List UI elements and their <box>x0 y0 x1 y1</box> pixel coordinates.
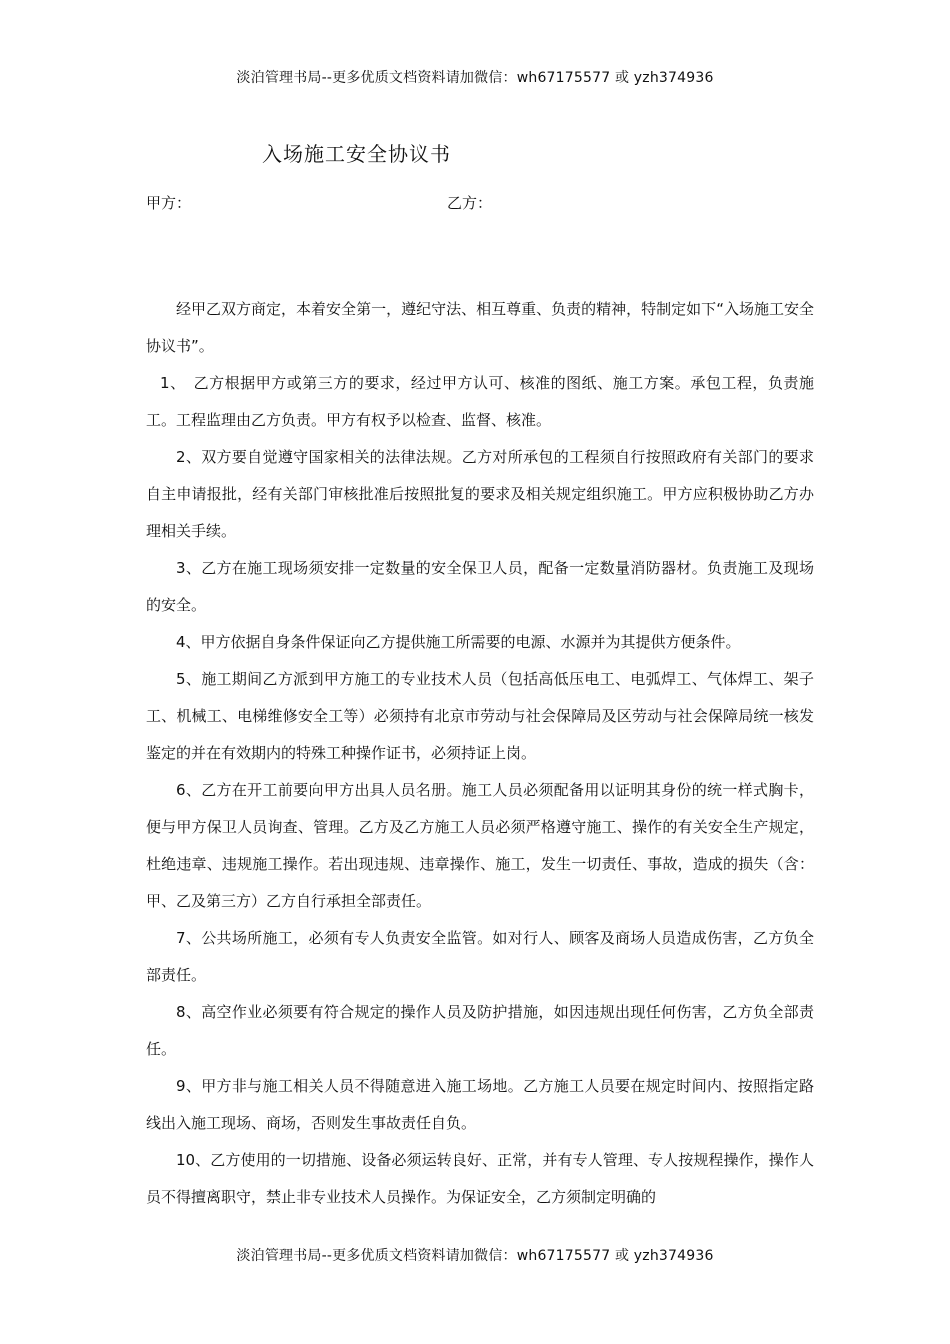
document-title: 入场施工安全协议书 <box>262 142 451 166</box>
clause-10: 10、乙方使用的一切措施、设备必须运转良好、正常，并有专人管理、专人按规程操作，操作人员不得擅离职守，禁止非专业技术人员操作。为保证安全，乙方须制定明确的 <box>146 1151 814 1206</box>
clause-6: 6、乙方在开工前要向甲方出具人员名册。施工人员必须配备用以证明其身份的统一样式胸卡，便与甲方保卫人员询查、管理。乙方及乙方施工人员必须严格遵守施工、操作的有关安全生产规定，杜绝违章、违规施工操作。若出现违规、违章操作、施工，发生一切责任、事故，造成的损失（含：甲、乙及第三方）乙方自行承担全部责任。 <box>146 781 814 910</box>
clause-4: 4、甲方依据自身条件保证向乙方提供施工所需要的电源、水源并为其提供方便条件。 <box>176 633 741 651</box>
page-header: 淡泊管理书局--更多优质文档资料请加微信：wh67175577 或 yzh374936 <box>236 70 714 86</box>
intro-paragraph: 经甲乙双方商定，本着安全第一，遵纪守法、相互尊重、负责的精神，特制定如下“入场施工安全协议书”。 <box>146 300 814 355</box>
document-body <box>146 291 814 1216</box>
party-b-label: 乙方： <box>447 194 493 212</box>
clause-1: 1、 乙方根据甲方或第三方的要求，经过甲方认可、核准的图纸、施工方案。承包工程，负责施工。工程监理由乙方负责。甲方有权予以检查、监督、核准。 <box>146 374 814 429</box>
clause-2: 2、双方要自觉遵守国家相关的法律法规。乙方对所承包的工程须自行按照政府有关部门的要求自主申请报批，经有关部门审核批准后按照批复的要求及相关规定组织施工。甲方应积极协助乙方办理相关手续。 <box>146 448 814 540</box>
party-a-label: 甲方： <box>146 194 192 212</box>
clause-7: 7、公共场所施工，必须有专人负责安全监管。如对行人、顾客及商场人员造成伤害，乙方负全部责任。 <box>146 929 814 984</box>
clause-9: 9、甲方非与施工相关人员不得随意进入施工场地。乙方施工人员要在规定时间内、按照指定路线出入施工现场、商场，否则发生事故责任自负。 <box>146 1077 814 1132</box>
clause-3: 3、乙方在施工现场须安排一定数量的安全保卫人员，配备一定数量消防器材。负责施工及现场的安全。 <box>146 559 814 614</box>
clause-8: 8、高空作业必须要有符合规定的操作人员及防护措施，如因违规出现任何伤害，乙方负全部责任。 <box>146 1003 814 1058</box>
clause-5: 5、施工期间乙方派到甲方施工的专业技术人员（包括高低压电工、电弧焊工、气体焊工、架子工、机械工、电梯维修安全工等）必须持有北京市劳动与社会保障局及区劳动与社会保障局统一核发鉴定的并在有效期内的特殊工种操作证书，必须持证上岗。 <box>146 670 814 762</box>
page-footer: 淡泊管理书局--更多优质文档资料请加微信：wh67175577 或 yzh374936 <box>236 1248 714 1264</box>
